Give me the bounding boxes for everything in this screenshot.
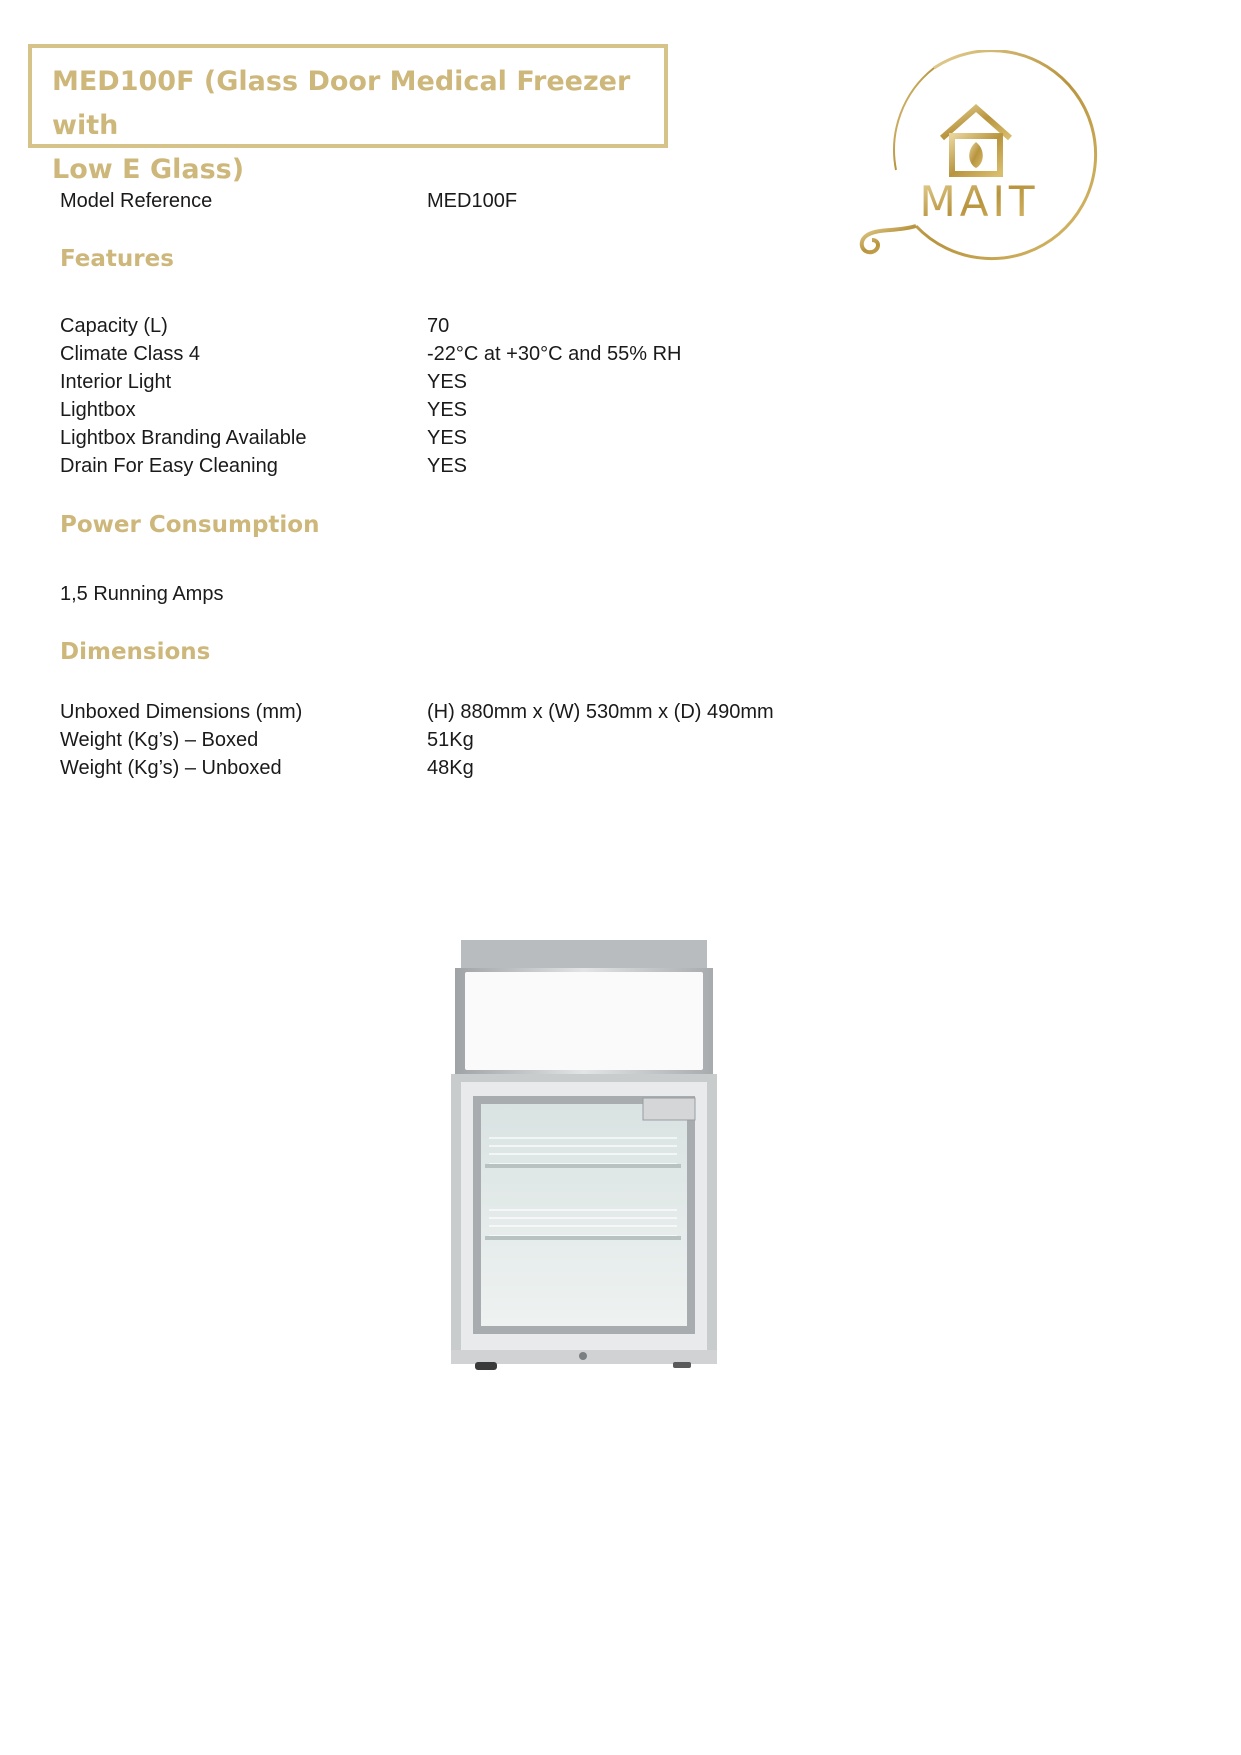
- dimensions-heading: Dimensions: [60, 639, 211, 665]
- features-row-value: 70: [427, 315, 450, 337]
- features-row-label: Drain For Easy Cleaning: [60, 455, 278, 477]
- features-row: [60, 396, 468, 424]
- features-row: [60, 340, 682, 368]
- dimensions-row-value: (H) 880mm x (W) 530mm x (D) 490mm: [427, 701, 774, 723]
- features-row-value: -22°C at +30°C and 55% RH: [427, 343, 682, 365]
- power-consumption-text: 1,5 Running Amps: [60, 583, 224, 605]
- features-row-label: Lightbox Branding Available: [60, 427, 307, 449]
- logo-text: MAIT: [919, 177, 1039, 226]
- features-row-label: Lightbox: [60, 399, 136, 421]
- dimensions-row: [60, 698, 774, 726]
- features-row-label: Climate Class 4: [60, 343, 201, 365]
- mait-logo: [856, 50, 1102, 276]
- features-row: [60, 312, 450, 340]
- model-reference-value: MED100F: [427, 190, 518, 212]
- power-consumption-heading: Power Consumption: [60, 512, 320, 538]
- dimensions-row-value: 48Kg: [427, 757, 474, 779]
- dimensions-row-label: Weight (Kg’s) – Boxed: [60, 729, 259, 751]
- dimensions-row: [60, 754, 474, 782]
- freezer-product-image: [447, 938, 721, 1370]
- features-row: [60, 452, 468, 480]
- dimensions-row-label: Unboxed Dimensions (mm): [60, 701, 303, 723]
- model-reference-row: [60, 187, 518, 215]
- features-row-value: YES: [427, 371, 468, 393]
- page-title-line-1: MED100F (Glass Door Medical Freezer with: [52, 66, 631, 141]
- title-box: [28, 44, 668, 185]
- dimensions-row-value: 51Kg: [427, 729, 474, 751]
- features-row: [60, 424, 468, 452]
- features-row-label: Capacity (L): [60, 315, 168, 337]
- dimensions-row-label: Weight (Kg’s) – Unboxed: [60, 757, 282, 779]
- features-row-label: Interior Light: [60, 371, 172, 393]
- features-row-value: YES: [427, 427, 468, 449]
- features-row-value: YES: [427, 455, 468, 477]
- page-title-line-2: Low E Glass): [52, 154, 245, 185]
- features-heading: Features: [60, 246, 174, 272]
- dimensions-row: [60, 726, 474, 754]
- features-row-value: YES: [427, 399, 468, 421]
- model-reference-label: Model Reference: [60, 190, 213, 212]
- features-row: [60, 368, 468, 396]
